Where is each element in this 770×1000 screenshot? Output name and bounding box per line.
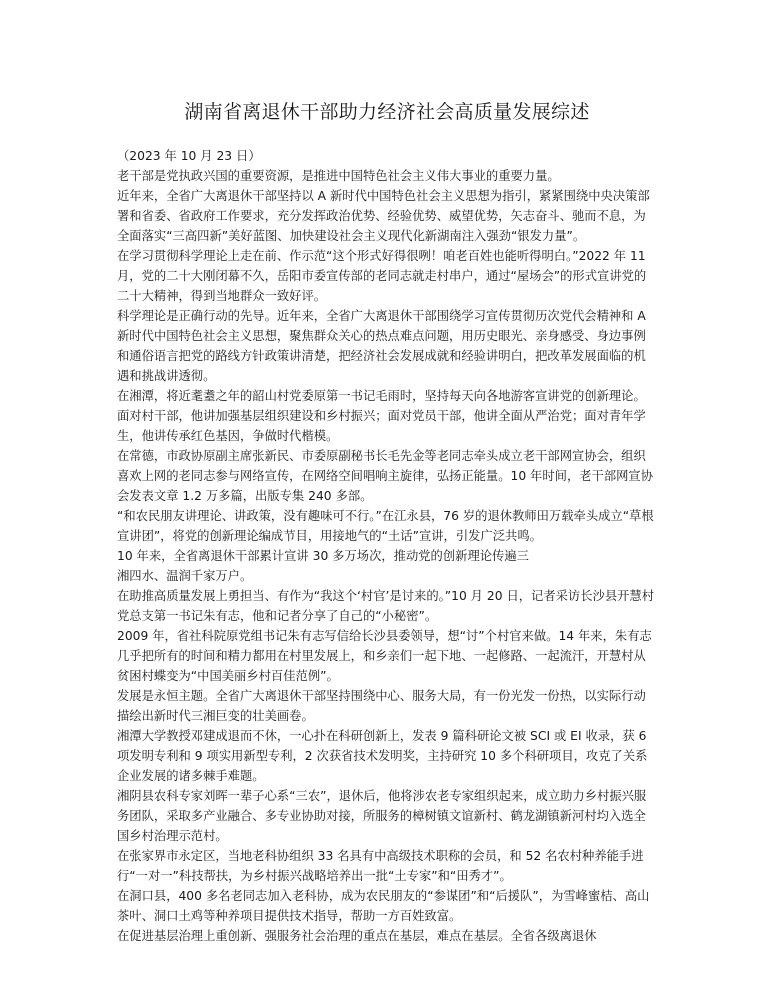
paragraph: 在学习贯彻科学理论上走在前、作示范“这个形式好得很咧！咱老百姓也能听得明白。”2022 年 11 月，党的二十大刚闭幕不久，岳阳市委宣传部的老同志就走村串户，通过“屋场会”的形式宣讲党的二十大精神，得到当地群众一致好评。 [117, 249, 647, 303]
paragraph: 2009 年，省社科院原党组书记朱有志写信给长沙县委领导，想“讨”个村官来做。14 年来，朱有志几乎把所有的时间和精力都用在村里发展上，和乡亲们一起下地、一起修路、一起流汗，开慧村从贫困村蝶变为“中国美丽乡村百佳范例”。 [117, 629, 652, 683]
paragraph: 在洞口县，400 多名老同志加入老科协，成为农民朋友的“参谋团”和“后援队”，为雪峰蜜桔、高山茶叶、洞口土鸡等种养项目提供技术指导，帮助一方百姓致富。 [117, 889, 650, 923]
paragraph: 近年来，全省广大离退休干部坚持以 A 新时代中国特色社会主义思想为指引，紧紧围绕中央决策部署和省委、省政府工作要求，充分发挥政治优势、经验优势、威望优势，矢志奋斗、驰而不息，为全面落实“三高四新”美好蓝图、加快建设社会主义现代化新湖南注入强劲“银发力量”。 [117, 189, 650, 243]
paragraph: 在常德，市政协原副主席张新民、市委原副秘书长毛先金等老同志牵头成立老干部网宣协会，组织喜欢上网的老同志参与网络宣传，在网络空间唱响主旋律，弘扬正能量。10 年时间，老干部网宣协会发表文章 1.2 万多篇，出版专集 240 多部。 [117, 449, 654, 503]
paragraph: 在助推高质量发展上勇担当、有作为“我这个‘村官’是讨来的。”10 月 20 日，记者采访长沙县开慧村党总支第一书记朱有志，他和记者分享了自己的“小秘密”。 [117, 589, 655, 623]
paragraph: 在张家界市永定区，当地老科协组织 33 名具有中高级技术职称的会员，和 52 名农村种养能手进行“一对一”科技帮扶，为乡村振兴战略培养出一批“土专家”和“田秀才”。 [117, 849, 644, 883]
document-page [117, 98, 657, 946]
paragraph: 湘四水、温润千家万户。 [117, 569, 253, 583]
paragraph: 在湘潭，将近耄耋之年的韶山村党委原第一书记毛雨时，坚持每天向各地游客宣讲党的创新理论。面对村干部，他讲加强基层组织建设和乡村振兴；面对党员干部，他讲全面从严治党；面对青年学生，他讲传承红色基因，争做时代楷模。 [117, 389, 646, 443]
document-body [117, 146, 657, 946]
document-date: （2023 年 10 月 23 日） [117, 149, 261, 163]
paragraph: 湘潭大学教授邓建成退而不休，一心扑在科研创新上，发表 9 篇科研论文被 SCI 或 EI 收录，获 6 项发明专利和 9 项实用新型专利，2 次获省技术发明奖，主持研究 10 多个科研项目，攻克了关系企业发展的诸多棘手难题。 [117, 729, 648, 783]
paragraph: 发展是永恒主题。全省广大离退休干部坚持围绕中心、服务大局，有一份光发一份热，以实际行动描绘出新时代三湘巨变的壮美画卷。 [117, 689, 646, 723]
paragraph: 湘阴县农科专家刘晖一辈子心系“三农”，退休后，他将涉农老专家组织起来，成立助力乡村振兴服务团队，采取多产业融合、多专业协助对接，所服务的樟树镇文谊新村、鹤龙湖镇新河村均入选全国乡村治理示范村。 [117, 789, 647, 843]
paragraph: “和农民朋友讲理论、讲政策，没有趣味可不行。”在江永县，76 岁的退休教师田万载牵头成立“草根宣讲团”，将党的创新理论编成节目，用接地气的“土话”宣讲，引发广泛共鸣。 [117, 509, 654, 543]
paragraph: 老干部是党执政兴国的重要资源，是推进中国特色社会主义伟大事业的重要力量。 [117, 169, 560, 183]
paragraph: 科学理论是正确行动的先导。近年来，全省广大离退休干部围绕学习宣传贯彻历次党代会精神和 A 新时代中国特色社会主义思想，聚焦群众关心的热点难点问题，用历史眼光、亲身感受、身边事例和通俗语言把党的路线方针政策讲清楚，把经济社会发展成就和经验讲明白，把改革发展面临的机遇和挑战讲透彻。 [117, 309, 646, 383]
paragraph: 在促进基层治理上重创新、强服务社会治理的重点在基层，难点在基层。全省各级离退休 [117, 929, 597, 943]
paragraph: 10 年来，全省离退休干部累计宣讲 30 多万场次，推动党的创新理论传遍三 [117, 549, 529, 563]
document-title: 湖南省离退休干部助力经济社会高质量发展综述 [184, 101, 590, 123]
